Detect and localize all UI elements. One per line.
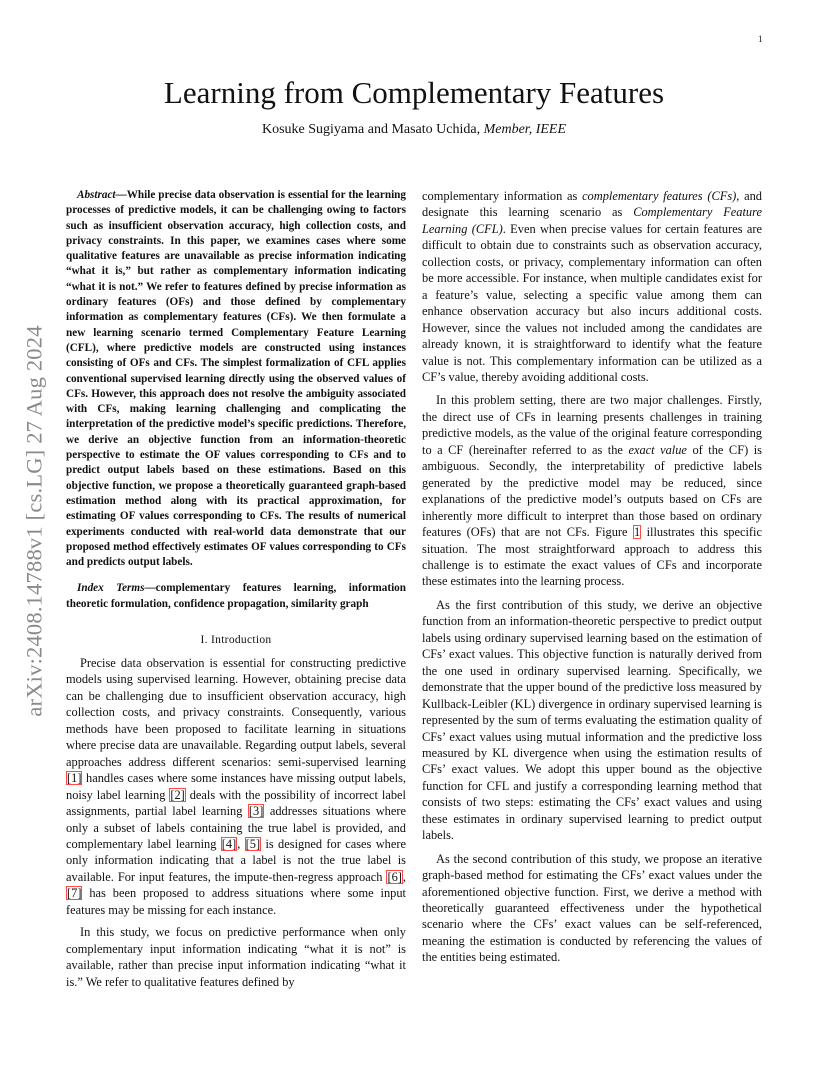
- left-column: [66, 188, 406, 996]
- figure-link[interactable]: 1: [633, 525, 641, 540]
- citation-link[interactable]: [5]: [245, 837, 261, 851]
- index-terms-lead: Index Terms: [77, 582, 145, 595]
- section-heading-introduction: I. Introduction: [200, 634, 272, 647]
- abstract: [66, 188, 406, 570]
- page-number: 1: [758, 34, 763, 44]
- citation-link[interactable]: [4]: [221, 837, 237, 851]
- text-run: , and designate this learning scenario as: [422, 189, 762, 220]
- text-run: . Even when precise values for certain features are difficult to obtain due to constraints such as observation accuracy, collection costs, or privacy, complementary information can often be more accessible. For instance, when multiple candidates exist for a feature’s value, selecting a specific value among them can enhance observation accuracy but also incurs additional costs. However, since the values not included among the candidates are already known, it is straightforward to identify what the feature value is not. This complementary information can be utilized as a CF’s value, thereby avoiding additional costs.: [422, 221, 763, 384]
- citation-link[interactable]: [1]: [67, 771, 82, 786]
- index-terms-text: —complementary features learning, information theoretic formulation, confidence propagation, similarity graph: [66, 582, 406, 610]
- text-run: has been proposed to address situations where some input features may be missing for each instance.: [66, 886, 406, 917]
- text-run: of the CF) is ambiguous. Secondly, the interpretability of predictive labels generated by the predictive model may be reduced, since explanations of the predictive model’s outputs based on CFs are inherently more difficult to interpret than those based on ordinary features (OFs) that are not CFs. Figure: [422, 442, 762, 540]
- text-run: illustrates this specific situation. The most straightforward approach to address this challenge is to estimate the exact values of CFs and incorporate these estimates into the learning process.: [422, 525, 762, 589]
- paper-authors: [66, 122, 762, 138]
- text-run: Precise data observation is essential for constructing predictive models using supervised learning. However, obtaining precise data can be challenging due to insufficient observation accuracy, high collection costs, and privacy constraints. Consequently, various methods have been proposed to facilitate learning in situations where precise data are unavailable. Regarding output labels, several approaches address different scenarios: semi-supervised learning: [66, 656, 406, 769]
- abstract-lead: Abstract: [77, 189, 116, 201]
- paper-title: Learning from Complementary Features: [163, 75, 665, 110]
- text-run: complementary information as: [422, 189, 583, 203]
- text-run: In this problem setting, there are two major challenges. Firstly, the direct use of CFs in learning presents challenges in training predictive models, as the value of the original feature corresponding to a CF (hereinafter referred to as the: [422, 393, 762, 457]
- citation-link[interactable]: [2]: [170, 787, 185, 802]
- text-run: addresses situations where only a subset of labels containing the true label is provided, and complementary label learning: [66, 804, 407, 851]
- intro-paragraph-1: [66, 655, 406, 918]
- text-run: ,: [402, 869, 406, 884]
- intro-paragraph-2: In this study, we focus on predictive performance when only complementary input information indicating “what it is not” is available, rather than precise input information indicating “what it is.” We refer to qualitative features defined by: [66, 925, 406, 989]
- body-paragraph-4: As the second contribution of this study, we propose an iterative graph-based method for estimating the CFs’ exact values under the aforementioned objective function. First, we derive a method with theoretically guaranteed effectiveness under the hypothetical scenario where the CFs’ exact values can be self-referenced, meaning the estimation is conducted by referencing the values of the entities being estimated.: [422, 851, 762, 965]
- citation-link[interactable]: [6]: [387, 869, 402, 884]
- text-run: handles cases where some instances have missing output labels, noisy label learning: [66, 771, 406, 802]
- emphasis: exact value: [628, 442, 687, 457]
- emphasis: Complementary Feature Learning (CFL): [422, 205, 762, 236]
- right-column: [422, 188, 762, 973]
- text-run: deals with the possibility of incorrect label assignments, partial label learning: [66, 787, 406, 819]
- body-paragraph-3: As the first contribution of this study, we derive an objective function from an information-theoretic perspective to predict output labels using ordinary supervised learning based on the estimation of CFs’ exact values. This objective function is naturally derived from the one used in ordinary supervised learning. Specifically, we demonstrate that the upper bound of the predictive loss measured by Kullback-Leibler (KL) divergence in ordinary supervised learning is represented by the sum of terms evaluating the estimation quality of CFs’ exact values using mutual information and the predictive loss measured by KL divergence when using the estimation results of CFs’ exact values. We adopt this upper bound as the objective function for CFL and justify a corresponding learning method that consists of two steps: estimating the CFs’ exact values and using these estimates in ordinary supervised learning to predict output labels.: [422, 597, 762, 843]
- author-membership: Member, IEEE: [483, 122, 567, 137]
- text-run: ,: [237, 837, 245, 851]
- author-names: Kosuke Sugiyama and Masato Uchida,: [261, 122, 481, 137]
- arxiv-identifier: [22, 282, 48, 760]
- abstract-text: —While precise data observation is essential for the learning processes of predictive models, it can be challenging owing to factors such as insufficient observation accuracy, high collection costs, and privacy constraints. In this paper, we examines cases where some qualitative features are unavailable as precise information indicating “what it is,” but rather as complementary information indicating “what it is not.” We refer to features defined by precise information as ordinary features (OFs) and those defined by complementary information as complementary features (CFs). We then formulate a new learning scenario termed Complementary Feature Learning (CFL), where predictive models are constructed using instances consisting of OFs and CFs. The simplest formalization of CFL applies conventional supervised learning directly using the observed values of CFs. However, this approach does not resolve the ambiguity associated with CFs, making learning challenging and complicating the interpretation of the predictive model’s specific predictions. Therefore, we derive an objective function from an information-theoretic perspective to estimate the OF values corresponding to CFs and to predict output labels based on these estimations. Based on this objective function, we propose a theoretically guaranteed graph-based estimation method along with its practical approximation, for estimating OF values corresponding to CFs. The results of numerical experiments conducted with real-world data demonstrate that our proposed method effectively estimates OF values corresponding to CFs and predicts output labels.: [66, 189, 406, 569]
- text-run: is designed for cases where only information indicating that a label is not the true label is available. For input features, the impute-then-regress approach: [66, 837, 406, 884]
- index-terms: [66, 581, 406, 612]
- citation-link[interactable]: [3]: [248, 804, 264, 819]
- arxiv-identifier-text: arXiv:2408.14788v1 [cs.LG] 27 Aug 2024: [22, 325, 47, 717]
- body-paragraph-1: [422, 188, 762, 385]
- citation-link[interactable]: [7]: [67, 886, 82, 901]
- emphasis: complementary features (CFs): [582, 189, 737, 203]
- body-paragraph-2: [422, 392, 762, 589]
